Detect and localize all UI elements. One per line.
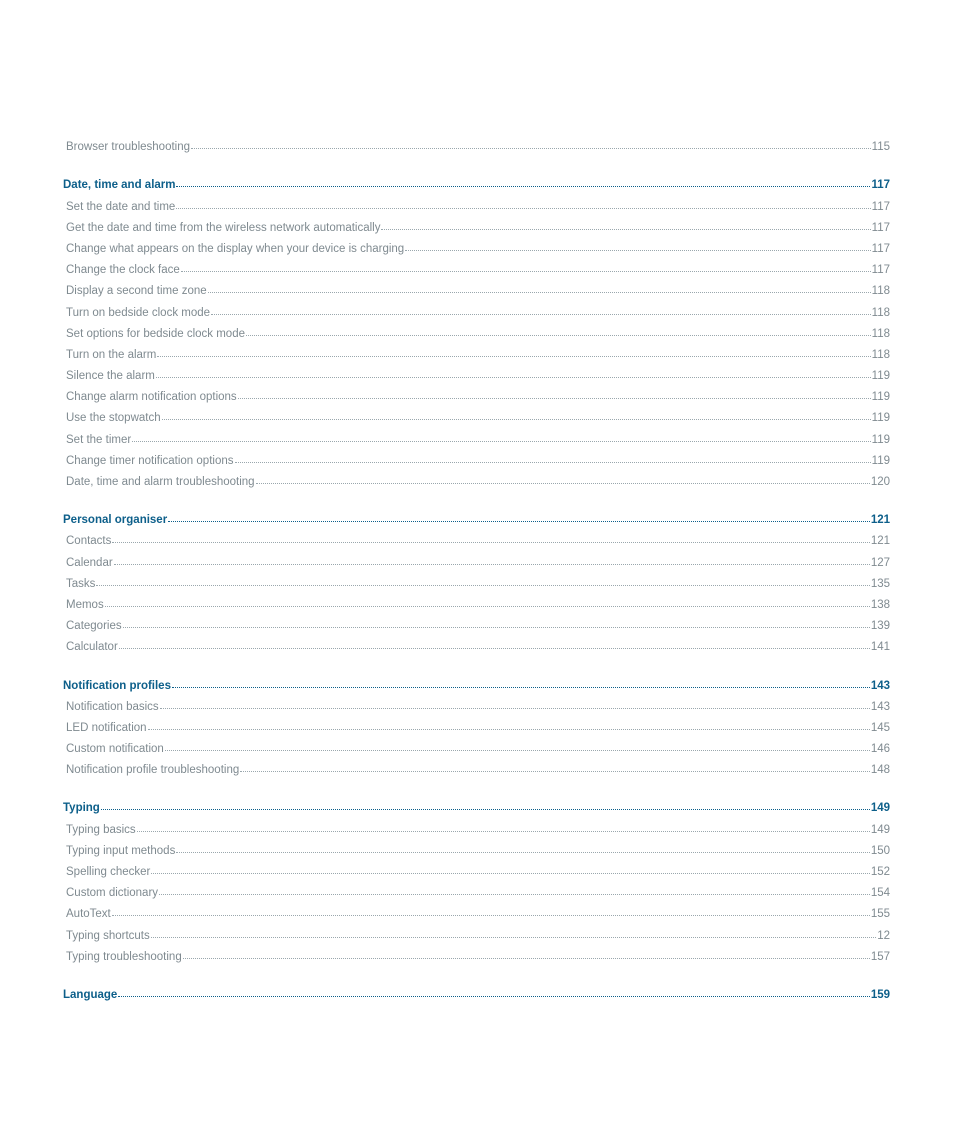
toc-page-number: 118: [871, 285, 890, 298]
toc-entry-title: LED notification: [66, 721, 147, 734]
toc-entry-title: Categories: [66, 620, 122, 633]
dot-leader: [168, 521, 870, 522]
toc-entry-title: Notification profile troubleshooting: [66, 764, 240, 777]
dot-leader: [176, 852, 869, 853]
toc-page-number: 139: [870, 620, 890, 633]
toc-page-number: 117: [871, 221, 890, 234]
toc-chapter-row[interactable]: [63, 793, 890, 814]
toc-chapter-row[interactable]: [63, 505, 890, 526]
dot-leader: [183, 958, 870, 959]
dot-leader: [191, 148, 871, 149]
toc-page-number: 119: [871, 412, 890, 425]
toc-chapter-title: Personal organiser: [63, 514, 168, 527]
toc-page-number: 145: [870, 721, 890, 734]
toc-entry-title: Memos: [66, 598, 104, 611]
dot-leader: [208, 292, 871, 293]
toc-page-number: 118: [871, 306, 890, 319]
toc-entry-row[interactable]: [63, 713, 890, 734]
toc-entry-title: Display a second time zone: [66, 285, 207, 298]
toc-entry-row[interactable]: [63, 424, 890, 445]
toc-entry-title: Set the timer: [66, 433, 132, 446]
toc-entry-row[interactable]: [63, 878, 890, 899]
toc-page-number: 120: [870, 476, 890, 488]
toc-entry-row[interactable]: [63, 403, 890, 424]
toc-entry-title: Typing troubleshooting: [66, 950, 182, 963]
toc-page-number: 117: [871, 264, 890, 277]
toc-entry-title: Change the clock face: [66, 264, 180, 277]
dot-leader: [235, 462, 871, 463]
dot-leader: [137, 831, 870, 832]
dot-leader: [381, 229, 870, 230]
toc-entry-row[interactable]: [63, 382, 890, 403]
toc-entry-title: Change timer notification options: [66, 454, 234, 467]
toc-page-number: 148: [870, 764, 890, 777]
dot-leader: [181, 271, 871, 272]
dot-leader: [238, 398, 871, 399]
toc-page-number: 146: [870, 743, 890, 756]
toc-page-number: 157: [870, 950, 890, 963]
toc-entry-row[interactable]: [63, 836, 890, 857]
toc-entry-row[interactable]: [63, 255, 890, 276]
toc-page-number: 138: [870, 598, 890, 611]
dot-leader: [101, 809, 870, 810]
toc-page-number: 117: [871, 242, 890, 255]
toc-entry-row[interactable]: [63, 191, 890, 212]
toc-page-number: 154: [870, 887, 890, 900]
toc-entry-row[interactable]: [63, 611, 890, 632]
toc-entry-row[interactable]: [63, 814, 890, 835]
dot-leader: [112, 915, 870, 916]
toc-entry-title: Typing shortcuts: [66, 929, 150, 942]
toc-page-number: 121: [870, 535, 890, 548]
toc-page-number: 118: [871, 327, 890, 340]
dot-leader: [114, 564, 870, 565]
toc-page-number: 135: [870, 577, 890, 590]
toc-entry-row[interactable]: [63, 569, 890, 590]
dot-leader: [246, 335, 871, 336]
toc-chapter-title: Typing: [63, 802, 100, 815]
dot-leader: [256, 483, 870, 484]
toc-page-number: 117: [871, 200, 890, 213]
toc-page-number: 143: [870, 679, 890, 692]
toc-entry-row[interactable]: [63, 920, 890, 941]
toc-page-number: 119: [871, 454, 890, 467]
dot-leader: [405, 250, 870, 251]
toc-entry-title: Notification basics: [66, 700, 159, 713]
toc-entry-row[interactable]: [63, 755, 890, 776]
toc-entry-title: Set options for bedside clock mode: [66, 327, 245, 340]
toc-entry-title: Turn on bedside clock mode: [66, 306, 211, 319]
toc-chapter-title: Date, time and alarm: [63, 179, 176, 192]
dot-leader: [176, 208, 870, 209]
toc-entry-row[interactable]: [63, 446, 890, 467]
dot-leader: [112, 542, 869, 543]
toc-page-number: 12: [877, 929, 890, 942]
dot-leader: [96, 585, 869, 586]
toc-page-number: 119: [871, 370, 890, 383]
toc-page-number: 152: [870, 866, 890, 878]
toc-entry-title: Date, time and alarm troubleshooting: [66, 476, 255, 488]
toc-entry-title: Custom notification: [66, 743, 164, 756]
toc-page-number: 149: [870, 823, 890, 836]
toc-entry-row[interactable]: [63, 547, 890, 568]
toc-page-number: 141: [870, 641, 890, 654]
dot-leader: [151, 937, 876, 938]
dot-leader: [105, 606, 870, 607]
toc-entry-row[interactable]: [63, 213, 890, 234]
toc-page-number: 121: [870, 514, 890, 527]
toc-entry-title: Turn on the alarm: [66, 348, 157, 361]
dot-leader: [162, 419, 871, 420]
toc-entry-row[interactable]: [63, 276, 890, 297]
toc-entry-title: Custom dictionary: [66, 887, 159, 900]
toc-page-number: 115: [871, 141, 890, 154]
toc-entry-row[interactable]: [63, 132, 890, 153]
dot-leader: [123, 627, 870, 628]
dot-leader: [157, 356, 870, 357]
toc-page-number: 155: [870, 908, 890, 921]
toc-entry-row[interactable]: [63, 632, 890, 653]
toc-entry-row[interactable]: [63, 526, 890, 547]
toc-entry-title: Tasks: [66, 577, 96, 590]
toc-entry-title: Contacts: [66, 535, 112, 548]
toc-page-number: 149: [870, 802, 890, 815]
toc-entry-title: Spelling checker: [66, 866, 151, 878]
toc-entry-row[interactable]: [63, 857, 890, 878]
toc-entry-title: Change alarm notification options: [66, 391, 237, 404]
table-of-contents: [63, 132, 890, 1001]
toc-entry-title: Typing basics: [66, 823, 136, 836]
toc-entry-title: Calculator: [66, 641, 118, 654]
dot-leader: [151, 873, 869, 874]
toc-chapter-row[interactable]: [63, 670, 890, 691]
toc-page-number: 159: [870, 988, 890, 1001]
dot-leader: [119, 648, 870, 649]
toc-page-number: 118: [871, 348, 890, 361]
toc-entry-title: Silence the alarm: [66, 370, 155, 383]
toc-chapter-row[interactable]: [63, 170, 890, 191]
toc-entry-row[interactable]: [63, 899, 890, 920]
toc-page-number: 150: [870, 844, 890, 857]
toc-page-number: 127: [870, 556, 890, 569]
toc-entry-row[interactable]: [63, 942, 890, 963]
toc-page-number: 119: [871, 391, 890, 404]
toc-entry-row[interactable]: [63, 692, 890, 713]
toc-entry-row[interactable]: [63, 340, 890, 361]
toc-entry-title: Change what appears on the display when your device is charging: [66, 242, 405, 255]
toc-entry-title: Use the stopwatch: [66, 412, 161, 425]
toc-entry-title: Get the date and time from the wireless network automatically: [66, 221, 381, 234]
dot-leader: [118, 996, 870, 997]
dot-leader: [148, 729, 870, 730]
toc-page-number: 143: [870, 700, 890, 713]
toc-entry-title: AutoText: [66, 908, 111, 921]
dot-leader: [156, 377, 871, 378]
toc-entry-title: Typing input methods: [66, 844, 176, 857]
toc-chapter-title: Language: [63, 988, 118, 1001]
dot-leader: [211, 314, 871, 315]
toc-entry-title: Calendar: [66, 556, 113, 569]
dot-leader: [160, 708, 870, 709]
toc-entry-title: Browser troubleshooting: [66, 141, 191, 154]
toc-entry-title: Set the date and time: [66, 200, 176, 213]
dot-leader: [240, 771, 870, 772]
toc-chapter-title: Notification profiles: [63, 679, 171, 692]
toc-entry-row[interactable]: [63, 467, 890, 488]
dot-leader: [176, 186, 870, 187]
toc-page-number: 117: [871, 179, 890, 192]
toc-entry-row[interactable]: [63, 319, 890, 340]
toc-page-number: 119: [871, 433, 890, 446]
toc-chapter-row[interactable]: [63, 980, 890, 1001]
toc-entry-row[interactable]: [63, 234, 890, 255]
toc-entry-row[interactable]: [63, 297, 890, 318]
toc-entry-row[interactable]: [63, 590, 890, 611]
dot-leader: [132, 441, 870, 442]
dot-leader: [165, 750, 870, 751]
dot-leader: [159, 894, 870, 895]
toc-entry-row[interactable]: [63, 361, 890, 382]
toc-entry-row[interactable]: [63, 734, 890, 755]
dot-leader: [172, 687, 870, 688]
